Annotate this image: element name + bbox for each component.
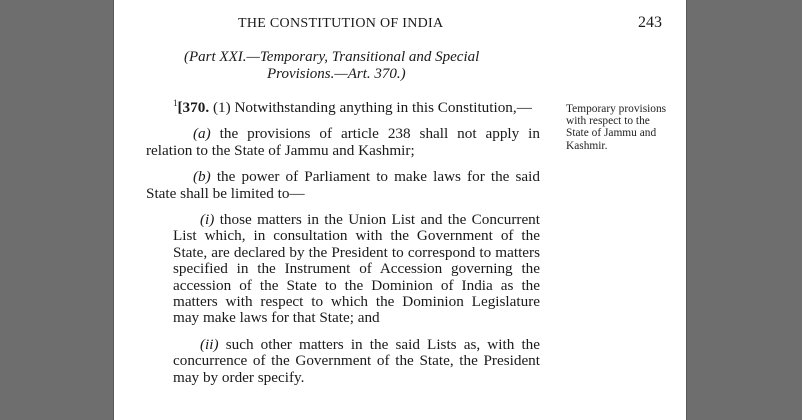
clause-b-label: (b) [193, 168, 211, 186]
running-header-title: THE CONSTITUTION OF INDIA [238, 16, 444, 31]
article-intro-paragraph [146, 97, 540, 116]
part-heading [184, 49, 544, 83]
sub-clause-i-paragraph [146, 212, 540, 327]
footnote-marker: 1 [173, 97, 178, 108]
clause-b-text: the power of Parliament to make laws for the said State shall be limited to— [146, 168, 540, 202]
document-page [114, 0, 686, 420]
clause-a-text: the provisions of article 238 shall not apply in relation to the State of Jammu and Kashmir; [146, 125, 540, 159]
clause-a-label: (a) [193, 125, 211, 143]
article-intro-text: (1) Notwithstanding anything in this Constitution,— [209, 99, 532, 116]
article-number: [370. [177, 99, 210, 116]
sub-clause-ii-text: such other matters in the said Lists as, with the concurrence of the Government of the State, the President may by order specify. [173, 335, 540, 386]
part-heading-line-2: Provisions.—Art. 370.) [267, 66, 406, 82]
sub-clause-ii-label: (ii) [200, 335, 219, 353]
page-number: 243 [638, 14, 662, 31]
sub-clause-i-label: (i) [200, 211, 215, 229]
marginal-note: Temporary provisions with respect to the State of Jammu and Kashmir. [566, 103, 667, 152]
sub-clause-i-text: those matters in the Union List and the Concurrent List which, in consultation with the Government of the State, are declared by the President to correspond to matters specified in the Instrument of Accession governing the accession of the State to the Dominion of India as the matters with respect to which the Dominion Legislature may make laws for that State; and [173, 211, 540, 327]
part-heading-line-1: (Part XXI.—Temporary, Transitional and Special [184, 49, 480, 65]
clause-a-paragraph [146, 126, 540, 159]
sub-clause-ii-paragraph [146, 337, 540, 386]
clause-b-paragraph [146, 169, 540, 202]
article-body [146, 97, 540, 396]
